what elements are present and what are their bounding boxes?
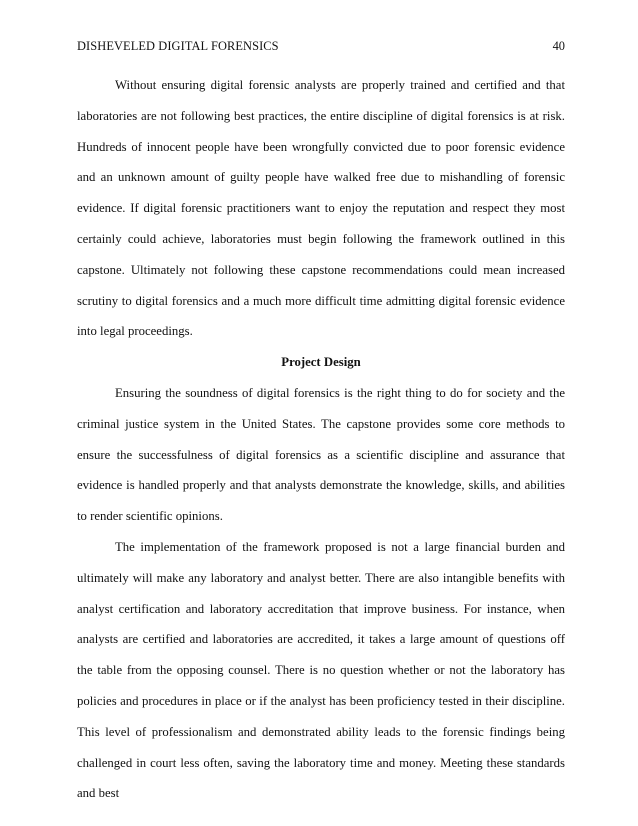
section-heading: Project Design [281,355,361,370]
running-head-title: DISHEVELED DIGITAL FORENSICS [77,39,279,53]
running-header [77,38,565,54]
page-number: 40 [552,39,565,53]
paragraph-intro: Without ensuring digital forensic analysts are properly trained and certified and that laboratories are not following best practices, the entire discipline of digital forensics is at risk. Hundreds of innocent people have been wrongfully convicted due to poor forensic evidence and an unknown amount of guilty people have walked free due to mishandling of forensic evidence. If digital forensic practitioners want to enjoy the reputation and respect they most certainly could achieve, laboratories must begin following the framework outlined in this capstone. Ultimately not following these capstone recommendations could mean increased scrutiny to digital forensics and a much more difficult time admitting digital forensic evidence into legal proceedings. [77,78,565,339]
document-body [77,70,565,809]
paragraph-design-2: The implementation of the framework proposed is not a large financial burden and ultimately will make any laboratory and analyst better. There are also intangible benefits with analyst certification and laboratory accreditation that improve business. For instance, when analysts are certified and laboratories are accredited, it takes a large amount of questions off the table from the opposing counsel. There is no question whether or not the laboratory has policies and procedures in place or if the analyst has been proficiency tested in their discipline. This level of professionalism and demonstrated ability leads to the forensic findings being challenged in court less often, saving the laboratory time and money. Meeting these standards and best [77,539,565,801]
paragraph-design-1: Ensuring the soundness of digital forensics is the right thing to do for society and the criminal justice system in the United States. The capstone provides some core methods to ensure the successfulness of digital forensics as a scientific discipline and assurance that evidence is handled properly and that analysts demonstrate the knowledge, skills, and abilities to render scientific opinions. [77,385,565,524]
